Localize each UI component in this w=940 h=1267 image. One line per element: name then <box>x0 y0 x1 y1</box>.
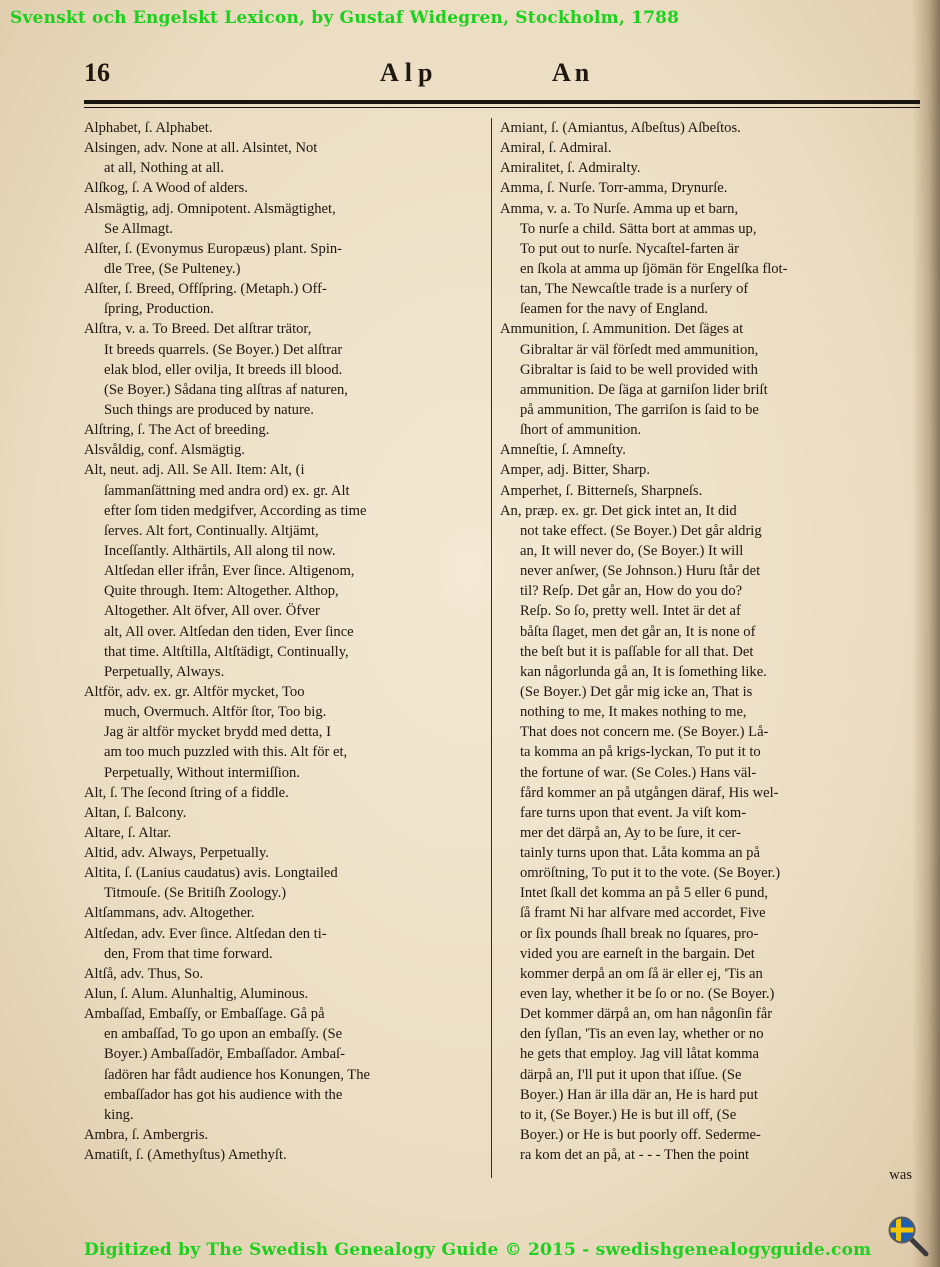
page-edge-shadow <box>912 0 940 1267</box>
left-column-line: Alt, ſ. The ſecond ſtring of a fiddle. <box>84 784 289 801</box>
left-column-line: Such things are produced by nature. <box>104 401 314 418</box>
left-column-line: Boyer.) Ambaſſadör, Embaſſador. Ambaſ- <box>104 1046 345 1063</box>
left-column-line: elak blod, eller ovilja, It breeds ill blood. <box>104 361 343 378</box>
right-column-line: ammunition. De ſäga at garniſon lider briſt <box>520 381 768 398</box>
right-column-line: Amma, ſ. Nurſe. Torr-amma, Drynurſe. <box>500 180 728 197</box>
right-column-line: omröſtning, To put it to the vote. (Se Boyer.) <box>520 865 781 882</box>
left-column-line: that time. Altſtilla, Altſtädigt, Continually, <box>104 643 349 660</box>
left-column-line: Jag är altför mycket brydd med detta, I <box>104 724 331 741</box>
right-column-line: Det kommer därpå an, om han någonſin får <box>520 1006 773 1023</box>
right-column-line: båſta ſlaget, men det går an, It is none of <box>520 623 756 640</box>
left-column-line: ſpring, Production. <box>104 301 214 318</box>
left-column-line: Inceſſantly. Althärtils, All along til now. <box>104 542 336 559</box>
right-column-line: Ammunition, ſ. Ammunition. Det ſäges at <box>500 321 744 338</box>
right-column-line: an, It will never do, (Se Boyer.) It will <box>520 542 744 559</box>
left-column-line: ſerves. Alt fort, Continually. Altjämt, <box>104 522 319 539</box>
left-column-line: Ambaſſad, Embaſſy, or Embaſſage. Gå på <box>84 1006 325 1023</box>
left-column-line: Altſedan, adv. Ever ſince. Altſedan den ti- <box>84 925 327 942</box>
left-column-line: Ambra, ſ. Ambergris. <box>84 1127 209 1144</box>
right-column-line: (Se Boyer.) Det går mig icke an, That is <box>520 683 753 700</box>
left-column-line: Alun, ſ. Alum. Alunhaltig, Aluminous. <box>84 986 309 1003</box>
right-column-line: mer det därpå an, Ay to be ſure, it cer- <box>520 824 741 841</box>
right-column-line: fård kommer an på utgången däraf, His wel- <box>520 784 779 801</box>
left-column-line: embaſſador has got his audience with the <box>104 1086 343 1103</box>
right-column-line: or ſix pounds ſhall break no ſquares, pro- <box>520 925 759 942</box>
right-column-line: Gibraltar är väl förſedt med ammunition, <box>520 341 759 358</box>
right-column-line: Amiralitet, ſ. Admiralty. <box>500 160 641 177</box>
left-column-line: Quite through. Item: Altogether. Althop, <box>104 583 339 600</box>
running-head-left: Alp <box>380 58 439 87</box>
column-divider <box>491 118 492 1178</box>
right-column-line: the beſt but it is paſſable for all that. Det <box>520 643 754 660</box>
left-column-line: Amatiſt, ſ. (Amethyſtus) Amethyſt. <box>84 1147 287 1164</box>
page-number: 16 <box>84 58 110 87</box>
left-column-line: Alſtring, ſ. The Act of breeding. <box>84 422 270 439</box>
left-column-line: Alſter, ſ. (Evonymus Europæus) plant. Spin- <box>84 240 343 257</box>
running-head-right: An <box>552 58 594 87</box>
right-column-line: never anſwer, (Se Johnson.) Huru ſtår det <box>520 563 761 580</box>
right-column-line: Amneſtie, ſ. Amneſty. <box>500 442 626 459</box>
right-column <box>500 118 912 1185</box>
left-column-line: am too much puzzled with this. Alt för et, <box>104 744 348 761</box>
left-column-line: ſammanſättning med andra ord) ex. gr. Alt <box>104 482 350 499</box>
right-column-line: vided you are earneſt in the bargain. Det <box>520 945 755 962</box>
left-column-line: Altſå, adv. Thus, So. <box>84 965 204 982</box>
right-column-line: ſeamen for the navy of England. <box>520 301 709 318</box>
left-column-line: den, From that time forward. <box>104 945 273 962</box>
left-column-line: Alſtra, v. a. To Breed. Det alſtrar trätor, <box>84 321 312 338</box>
right-column-line: Boyer.) or He is but poorly off. Sederme- <box>520 1127 761 1144</box>
left-column-line: (Se Boyer.) Sådana ting alſtras af naturen, <box>104 381 348 398</box>
right-column-line: den ſyſlan, 'Tis an even lay, whether or no <box>520 1026 764 1043</box>
left-column-line: Alsvåldig, conf. Alsmägtig. <box>84 442 245 459</box>
right-column-line: Amperhet, ſ. Bitterneſs, Sharpneſs. <box>500 482 703 499</box>
left-column-line: Altſammans, adv. Altogether. <box>84 905 255 922</box>
right-column-line: That does not concern me. (Se Boyer.) Lå- <box>520 724 769 741</box>
right-column-line: to it, (Se Boyer.) He is but ill off, (Se <box>520 1106 737 1123</box>
left-column-line: Alphabet, ſ. Alphabet. <box>84 120 213 136</box>
left-column-line: much, Overmuch. Altför ſtor, Too big. <box>104 704 327 721</box>
left-column-line: en ambaſſad, To go upon an embaſſy. (Se <box>104 1026 343 1043</box>
left-column-line: Altid, adv. Always, Perpetually. <box>84 845 269 862</box>
left-column-line: It breeds quarrels. (Se Boyer.) Det alſtrar <box>104 341 343 358</box>
right-column-line: en ſkola at amma up ſjömän för Engelſka flot- <box>520 260 788 277</box>
page-header <box>84 58 920 98</box>
header-rule-thin <box>84 107 920 108</box>
bottom-banner: Digitized by The Swedish Genealogy Guide © 2015 - swedishgenealogyguide.com <box>84 1240 872 1260</box>
left-column-line: at all, Nothing at all. <box>104 160 224 177</box>
left-column-line: Perpetually, Without intermiſſion. <box>104 764 300 781</box>
left-column-line: Alt, neut. adj. All. Se All. Item: Alt, (i <box>84 462 305 479</box>
left-column-line: ſadören har fådt audience hos Konungen, The <box>104 1066 370 1083</box>
swedish-flag-magnifier-icon[interactable] <box>886 1214 930 1258</box>
right-column-line: tainly turns upon that. Låta komma an på <box>520 845 760 862</box>
right-column-line: not take effect. (Se Boyer.) Det går aldrig <box>520 522 762 539</box>
right-column-line: even lay, whether it be ſo or no. (Se Boyer.) <box>520 986 775 1003</box>
left-column-line: Altſedan eller ifrån, Ever ſince. Altigenom, <box>104 563 355 580</box>
left-column-line: alt, All over. Altſedan den tiden, Ever ſince <box>104 623 354 640</box>
left-column-line: Altita, ſ. (Lanius caudatus) avis. Longtailed <box>84 865 338 882</box>
left-column-line: Alsmägtig, adj. Omnipotent. Alsmägtighet, <box>84 200 336 217</box>
right-column-line: he gets that employ. Jag vill låtat komma <box>520 1046 759 1063</box>
right-column-line: ſå framt Ni har alfvare med accordet, Five <box>520 905 766 922</box>
left-column-line: Alſkog, ſ. A Wood of alders. <box>84 180 248 197</box>
right-column-line: To nurſe a child. Sätta bort at ammas up, <box>520 220 757 237</box>
right-column-line: was <box>889 1167 912 1184</box>
right-column-line: An, præp. ex. gr. Det gick intet an, It did <box>500 502 737 519</box>
left-column-line: Se Allmagt. <box>104 220 173 237</box>
right-column-line: tan, The Newcaſtle trade is a nurſery of <box>520 281 749 298</box>
right-column-line: til? Reſp. Det går an, How do you do? <box>520 583 743 600</box>
right-column-line: Amma, v. a. To Nurſe. Amma up et barn, <box>500 200 739 217</box>
left-column-line: Perpetually, Always. <box>104 663 225 680</box>
top-banner: Svenskt och Engelskt Lexicon, by Gustaf Widegren, Stockholm, 1788 <box>10 8 680 28</box>
right-column-line: fare turns upon that event. Ja viſt kom- <box>520 804 747 821</box>
left-column-line: Alsingen, adv. None at all. Alsintet, Not <box>84 140 318 157</box>
header-rule-thick <box>84 100 920 104</box>
left-column-line: Alſter, ſ. Breed, Offſpring. (Metaph.) Off- <box>84 281 327 298</box>
left-column-line: king. <box>104 1106 134 1123</box>
right-column-line: the fortune of war. (Se Coles.) Hans väl- <box>520 764 757 781</box>
right-column-line: Reſp. So ſo, pretty well. Intet är det af <box>520 603 741 620</box>
left-column-line: efter ſom tiden medgifver, According as time <box>104 502 367 519</box>
right-column-line: Amiral, ſ. Admiral. <box>500 140 612 157</box>
right-column-line: Amiant, ſ. (Amiantus, Aſbeſtus) Aſbeſtos. <box>500 120 741 136</box>
right-column-line: kommer derpå an om ſå är eller ej, 'Tis an <box>520 965 763 982</box>
left-column-line: Titmouſe. (Se Britiſh Zoology.) <box>104 885 287 902</box>
right-column-line: därpå an, I'll put it upon that iſſue. (Se <box>520 1066 742 1083</box>
right-column-line: kan någorlunda gå an, It is ſomething like. <box>520 663 767 680</box>
left-column-line: dle Tree, (Se Pulteney.) <box>104 260 241 277</box>
right-column-line: ta komma an på krigs-lyckan, To put it to <box>520 744 761 761</box>
right-column-line: nothing to me, It makes nothing to me, <box>520 704 747 721</box>
right-column-line: Intet ſkall det komma an på 5 eller 6 pund, <box>520 885 769 902</box>
right-column-line: Amper, adj. Bitter, Sharp. <box>500 462 651 479</box>
right-column-line: ra kom det an på, at - - - Then the point <box>520 1147 750 1164</box>
left-column-line: Altan, ſ. Balcony. <box>84 804 187 821</box>
left-column-line: Altför, adv. ex. gr. Altför mycket, Too <box>84 683 305 700</box>
right-column-line: på ammunition, The garriſon is ſaid to be <box>520 401 759 418</box>
right-column-line: Boyer.) Han är illa där an, He is hard put <box>520 1086 758 1103</box>
right-column-line: Gibraltar is ſaid to be well provided with <box>520 361 758 378</box>
right-column-line: ſhort of ammunition. <box>520 422 642 439</box>
right-column-line: To put out to nurſe. Nycaſtel-farten är <box>520 240 740 257</box>
left-column <box>84 118 482 1165</box>
left-column-line: Altare, ſ. Altar. <box>84 824 172 841</box>
left-column-line: Altogether. Alt öfver, All over. Öfver <box>104 603 320 620</box>
